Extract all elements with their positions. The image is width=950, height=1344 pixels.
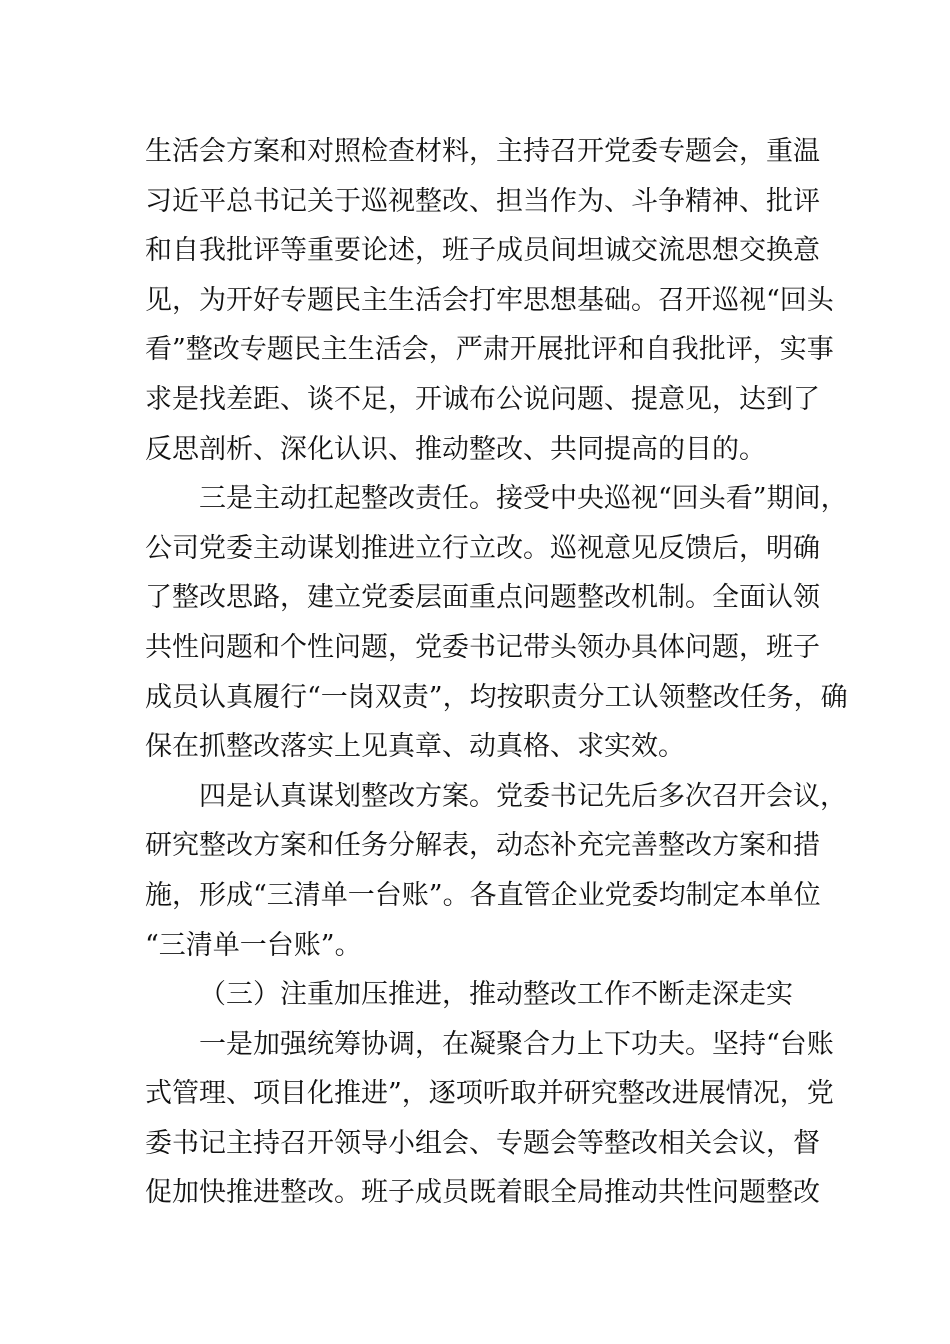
text-line: 施，形成“三清单一台账”。各直管企业党委均制定本单位 <box>145 879 821 911</box>
text-line: “三清单一台账”。 <box>145 929 362 961</box>
document-body <box>145 127 848 1218</box>
text-line: 习近平总书记关于巡视整改、担当作为、斗争精神、批评 <box>145 185 820 217</box>
text-line: 见，为开好专题民主生活会打牢思想基础。召开巡视“回头 <box>145 284 834 316</box>
section-heading: （三）注重加压推进，推动整改工作不断走深走实 <box>199 979 793 1011</box>
text-line: 生活会方案和对照检查材料，主持召开党委专题会，重温 <box>145 136 820 167</box>
text-line: 研究整改方案和任务分解表，动态补充完善整改方案和措 <box>145 830 820 862</box>
text-line: 和自我批评等重要论述，班子成员间坦诚交流思想交换意 <box>145 235 820 267</box>
paragraph-first-line: 三是主动扛起整改责任。接受中央巡视“回头看”期间， <box>199 483 848 515</box>
text-line: 反思剖析、深化认识、推动整改、共同提高的目的。 <box>145 433 766 465</box>
text-line: 了整改思路，建立党委层面重点问题整改机制。全面认领 <box>145 582 820 614</box>
text-line: 委书记主持召开领导小组会、专题会等整改相关会议，督 <box>145 1127 820 1159</box>
text-line: 式管理、项目化推进”，逐项听取并研究整改进展情况，党 <box>145 1078 834 1110</box>
text-line: 共性问题和个性问题，党委书记带头领办具体问题，班子 <box>145 631 820 663</box>
text-line: 求是找差距、谈不足，开诚布公说问题、提意见，达到了 <box>145 383 820 415</box>
text-line: 公司党委主动谋划推进立行立改。巡视意见反馈后，明确 <box>145 532 820 564</box>
text-line: 保在抓整改落实上见真章、动真格、求实效。 <box>145 731 685 763</box>
paragraph-first-line: 一是加强统筹协调，在凝聚合力上下功夫。坚持“台账 <box>199 1028 834 1060</box>
text-line: 看”整改专题民主生活会，严肃开展批评和自我批评，实事 <box>145 334 834 366</box>
text-line: 成员认真履行“一岗双责”，均按职责分工认领整改任务，确 <box>145 681 848 713</box>
paragraph-first-line: 四是认真谋划整改方案。党委书记先后多次召开会议， <box>199 780 847 812</box>
text-line: 促加快推进整改。班子成员既着眼全局推动共性问题整改 <box>145 1177 820 1209</box>
